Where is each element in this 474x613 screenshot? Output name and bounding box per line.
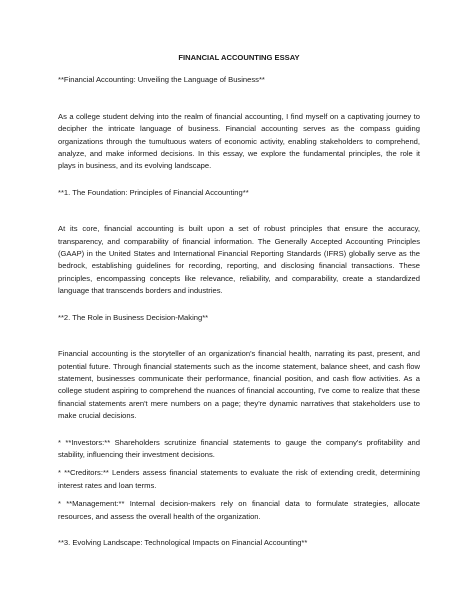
section-3-heading: **3. Evolving Landscape: Technological Impacts on Financial Accounting** xyxy=(58,537,308,547)
bullet-management: * **Management:** Internal decision-makers rely on financial data to formulate strategies, allocate resources, and assess the overall health of the organization. xyxy=(58,499,420,521)
bullet-creditors: * **Creditors:** Lenders assess financial statements to evaluate the risk of extending credit, determining interest rates and loan terms. xyxy=(58,468,420,490)
section-2-paragraph: Financial accounting is the storyteller of an organization's financial health, narrating its past, present, and potential future. Through financial statements such as the income statement, balance sheet, and cash flow statement, businesses communicate their performance, financial position, and cash flow activities. As a college student aspiring to comprehend the nuances of financial accounting, I've come to realize that these financial statements aren't mere numbers on a page; they're dynamic narratives that stakeholders use to make crucial decisions. xyxy=(58,349,420,421)
section-1-paragraph: At its core, financial accounting is built upon a set of robust principles that ensure the accuracy, transparency, and comparability of financial information. The Generally Accepted Accounting Principles (GAAP) in the United States and International Financial Reporting Standards (IFRS) globally serve as the bedrock, establishing guidelines for recording, reporting, and disclosing financial transactions. These principles, encompassing concepts like relevance, reliability, and comparability, create a standardized language that transcends borders and industries. xyxy=(58,224,420,296)
spacer xyxy=(58,173,420,187)
spacer xyxy=(58,324,420,348)
spacer xyxy=(58,199,420,223)
spacer xyxy=(58,87,420,111)
spacer xyxy=(58,298,420,312)
spacer xyxy=(58,423,420,437)
spacer xyxy=(58,523,420,537)
document-body xyxy=(58,52,420,549)
document-subtitle: **Financial Accounting: Unveiling the Language of Business** xyxy=(58,75,265,85)
document-title: FINANCIAL ACCOUNTING ESSAY xyxy=(178,53,300,62)
section-2-heading: **2. The Role in Business Decision-Making** xyxy=(58,312,209,322)
section-1-heading: **1. The Foundation: Principles of Financial Accounting** xyxy=(58,187,249,197)
bullet-investors: * **Investors:** Shareholders scrutinize financial statements to gauge the company's profitability and stability, influencing their investment decisions. xyxy=(58,437,420,459)
intro-paragraph: As a college student delving into the realm of financial accounting, I find myself on a captivating journey to decipher the intricate language of business. Financial accounting serves as the compass guiding organizations through the tumultuous waters of economic activity, enabling stakeholders to comprehend, analyze, and make informed decisions. In this essay, we explore the fundamental principles, the role it plays in business, and its evolving landscape. xyxy=(58,111,420,171)
